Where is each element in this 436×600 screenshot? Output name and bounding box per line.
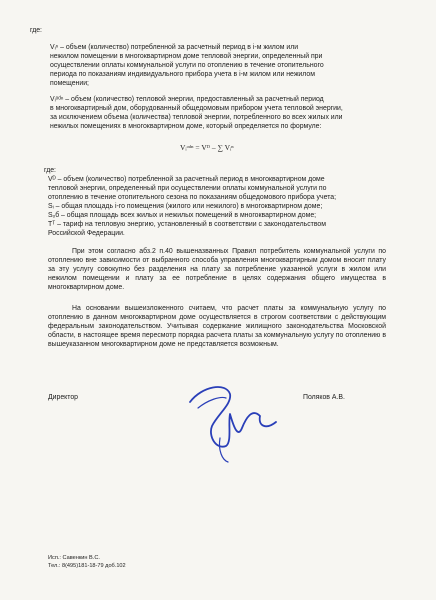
para-3-line-5: Sₒб – общая площадь всех жилых и нежилых помещений в многоквартирном доме; (48, 212, 317, 219)
executor: Исп.: Савенкин В.С. (48, 555, 100, 561)
para-1-line-3: осуществлении оплаты коммунальной услуги по отоплению в течение отопительного (50, 62, 324, 69)
formula: Vᵢᵒᵈⁿ = Vᴰ – ∑ Vᵢⁿ (180, 143, 234, 152)
para-1-line-4: периода по показаниям индивидуального прибора учета в i-м жилом или нежилом (50, 71, 315, 78)
para-4: При этом согласно абз.2 п.40 вышеназванных Правил потребитель коммунальной услуги по отоплению вне зависимости от выбранного способа управления многоквартирным домом вносит плату за эту услугу совокупно без разделения на плату за потребление указанной услуги в жилом или нежилом помещении и плату за ее потребление в целях содержания общего имущества в многоквартирном доме. (48, 248, 386, 291)
para-2-line-3: за исключением объема (количества) тепловой энергии, потребленного во всех жилых или (50, 114, 343, 121)
para-3-line-3: отоплению в течение отопительного сезона по показаниям общедомового прибора учета; (48, 194, 337, 201)
director-signature (168, 368, 288, 466)
where-label-2: где: (44, 167, 56, 174)
para-2-line-1: Vᵢᵒᵈⁿ – объем (количество) тепловой энергии, предоставленный за расчетный период (50, 96, 324, 103)
para-3-line-1: Vᴰ – объем (количество) потребленной за расчетный период в многоквартирном доме (48, 176, 325, 183)
executor-phone: Тел.: 8(495)181-18-79 доб.102 (48, 563, 126, 569)
director-label: Директор (48, 394, 79, 401)
para-1-line-2: нежилом помещении в многоквартирном доме тепловой энергии, определенный при (50, 53, 323, 60)
para-1-line-5: помещении; (50, 80, 89, 87)
para-3-line-2: тепловой энергии, определенный при осуществлении оплаты коммунальной услуги по (48, 185, 327, 192)
para-5: На основании вышеизложенного считаем, что расчет платы за коммунальную услугу по отоплению в данном многоквартирном доме осуществляется в строгом соответствии с действующим федеральным законодательством. Учитывая содержание жилищного законодательства Московской области, в настоящее время пересмотр порядка расчета платы за коммунальную услугу по отоплению в вышеуказанном многоквартирном доме не представляется возможным. (48, 305, 386, 348)
para-3-line-7: Российской Федерации. (48, 230, 125, 237)
where-label-1: где: (30, 27, 42, 34)
para-2-line-2: в многоквартирный дом, оборудованный общедомовым прибором учета тепловой энергии, (50, 105, 343, 112)
para-3-line-6: Tᵀ – тариф на тепловую энергию, установленный в соответствии с законодательством (48, 221, 326, 228)
para-2-line-4: нежилых помещениях в многоквартирном доме, который определяется по формуле: (50, 123, 322, 130)
para-3-line-4: Sᵢ – общая площадь i-го помещения (жилого или нежилого) в многоквартирном доме; (48, 203, 323, 210)
director-name: Поляков А.В. (303, 394, 345, 401)
para-1-line-1: Vᵢⁿ – объем (количество) потребленной за расчетный период в i-м жилом или (50, 44, 299, 51)
